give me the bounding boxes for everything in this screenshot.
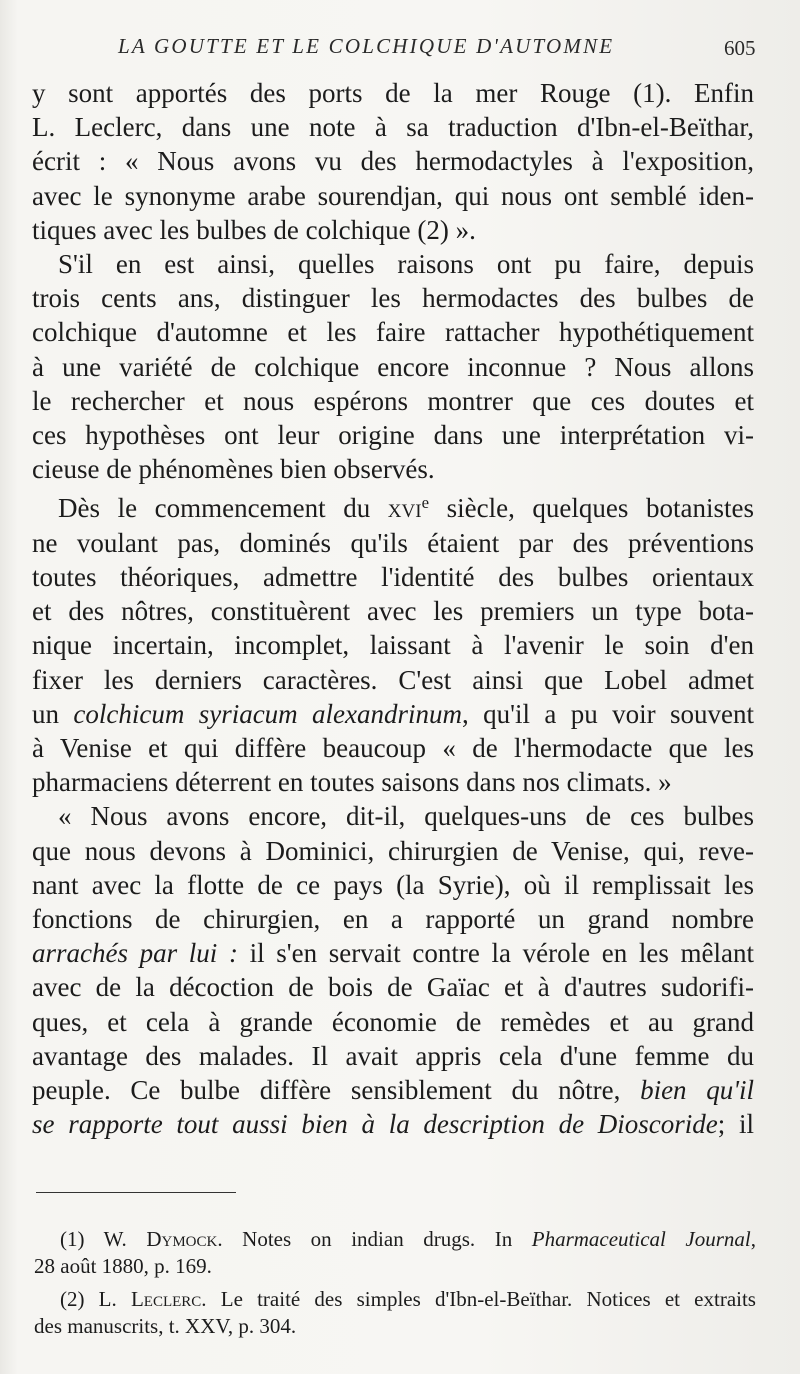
text-line: « Nous avons encore, dit-il, quelques-uns de ces bulbes: [58, 801, 754, 832]
text-run: Dès le commencement du: [58, 493, 388, 524]
text-run: un: [32, 698, 74, 729]
footnote-line: [34, 1226, 756, 1253]
text-line: L. Leclerc, dans une note à sa traduction d'Ibn-el-Beïthar,: [32, 112, 754, 143]
text-line: que nous devons à Dominici, chirurgien de Venise, qui, reve-: [32, 835, 754, 866]
footnote-line: [34, 1286, 756, 1313]
paragraph-2: [32, 247, 754, 486]
running-head: [0, 34, 800, 64]
paragraph-3: [32, 486, 754, 799]
superscript: e: [421, 493, 430, 513]
text-line: le rechercher et nous espérons montrer que ces doutes et: [32, 385, 754, 416]
italic-text: bien qu'il: [640, 1075, 754, 1106]
paragraph-1: [32, 76, 754, 247]
footnote-line: des manuscrits, t. XXV, p. 304.: [34, 1314, 297, 1338]
text-line: colchique d'automne et les faire rattacher hypothétiquement: [32, 317, 754, 348]
text-run: . Le traité des simples d'Ibn-el-Beïthar. Notices et extraits: [201, 1287, 756, 1311]
text-line: à une variété de colchique encore inconnue ? Nous allons: [32, 351, 754, 382]
text-line: ces hypothèses ont leur origine dans une interprétation vi-: [32, 420, 754, 451]
journal-title: Pharmaceutical Journal: [531, 1227, 751, 1251]
text-line: fonctions de chirurgien, en a rapporté un grand nombre: [32, 904, 754, 935]
text-line: avec de la décoction de bois de Gaïac et à d'autres sudorifi-: [32, 972, 754, 1003]
footnote-author: Leclerc: [130, 1287, 202, 1311]
text-line: pharmaciens déterrent en toutes saisons dans nos climats. »: [32, 767, 672, 798]
text-line: [32, 936, 754, 970]
footnotes: [34, 1226, 756, 1346]
text-line: ne voulant pas, dominés qu'ils étaient par des préventions: [32, 527, 754, 558]
running-title: LA GOUTTE ET LE COLCHIQUE D'AUTOMNE: [118, 34, 615, 58]
text-line: tiques avec les bulbes de colchique (2) ».: [32, 214, 476, 245]
text-line: y sont apportés des ports de la mer Rouge (1). Enfin: [32, 78, 754, 108]
text-line: fixer les derniers caractères. C'est ainsi que Lobel admet: [32, 664, 754, 695]
text-run: . Notes on indian drugs. In: [217, 1227, 532, 1251]
italic-text: se rapporte tout aussi bien à la description de Dioscoride: [32, 1109, 718, 1140]
text-line: et des nôtres, constituèrent avec les premiers un type bota-: [32, 596, 754, 627]
text-line: ques, et cela à grande économie de remèdes et au grand: [32, 1006, 754, 1037]
footnote-1: [34, 1226, 756, 1280]
text-run: ; il: [717, 1109, 754, 1140]
text-line: nique incertain, incomplet, laissant à l'avenir le soin d'en: [32, 630, 754, 661]
text-line: à Venise et qui diffère beaucoup « de l'hermodacte que les: [32, 733, 754, 764]
text-run: il s'en servait contre la vérole en les mêlant: [237, 938, 754, 969]
body-text: [32, 76, 754, 1142]
text-line: [32, 1073, 754, 1107]
italic-species-name: colchicum syriacum alexandrinum: [73, 698, 463, 729]
footnote-line: 28 août 1880, p. 169.: [34, 1254, 212, 1278]
text-line: écrit : « Nous avons vu des hermodactyles à l'exposition,: [32, 146, 754, 177]
footnote-2: [34, 1286, 756, 1340]
century-numeral: xvi: [387, 493, 422, 524]
text-line: avec le synonyme arabe sourendjan, qui nous ont semblé iden-: [32, 180, 754, 211]
text-line: [32, 1107, 754, 1141]
text-line: S'il en est ainsi, quelles raisons ont pu faire, depuis: [58, 249, 754, 280]
paragraph-4: [32, 799, 754, 1141]
text-line: nant avec la flotte de ce pays (la Syrie), où il remplissait les: [32, 869, 754, 900]
text-line: [32, 697, 754, 731]
footnote-author: Dymock: [146, 1227, 218, 1251]
footnote-mark: (2) L.: [60, 1287, 131, 1311]
text-line: [32, 486, 754, 525]
text-line: avantage des malades. Il avait appris cela d'une femme du: [32, 1040, 754, 1071]
text-line: toutes théoriques, admettre l'identité des bulbes orientaux: [32, 562, 754, 593]
text-run: ,: [750, 1227, 756, 1251]
text-run: peuple. Ce bulbe diffère sensiblement du nôtre,: [32, 1075, 641, 1106]
footnote-mark: (1) W.: [60, 1227, 147, 1251]
text-run: , qu'il a pu voir souvent: [462, 698, 754, 729]
text-line: cieuse de phénomènes bien observés.: [32, 454, 435, 485]
text-run: siècle, quelques botanistes: [429, 493, 754, 524]
italic-text: arrachés par lui :: [32, 938, 238, 969]
text-line: trois cents ans, distinguer les hermodactes des bulbes de: [32, 283, 754, 314]
page-number: 605: [724, 36, 756, 60]
footnote-divider: [36, 1192, 236, 1193]
